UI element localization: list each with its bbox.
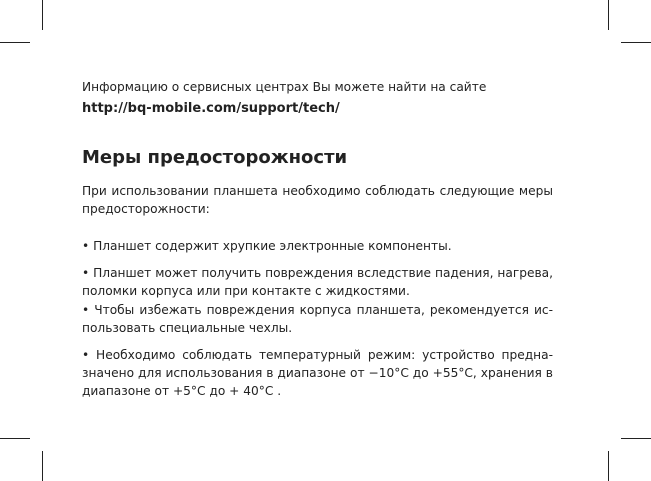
crop-mark — [0, 438, 30, 439]
crop-mark — [42, 451, 43, 481]
crop-mark — [608, 451, 609, 481]
bullet-item-cont: пользовать специальные чехлы. — [82, 321, 293, 335]
bullet-item: • Планшет может получить повреждения вследствие падения, нагрева, — [82, 266, 553, 280]
crop-mark — [608, 0, 609, 30]
bullet-item: • Чтобы избежать повреждения корпуса планшета, рекомендуется ис- — [82, 303, 553, 317]
bullet-item: • Необходимо соблюдать температурный режим: устройство предна- — [82, 348, 553, 362]
lead-line: предосторожности: — [82, 202, 210, 216]
bullet-item-cont: значено для использования в диапазоне от −10°C до +55°C, хранения в — [82, 366, 553, 380]
bullet-item-cont: диапазоне от +5°C до + 40°C . — [82, 384, 282, 398]
support-url-link[interactable]: http://bq-mobile.com/support/tech/ — [82, 101, 340, 116]
section-title: Меры предосторожности — [82, 147, 348, 168]
crop-mark — [621, 42, 651, 43]
bullet-item: • Планшет содержит хрупкие электронные компоненты. — [82, 239, 452, 253]
crop-mark — [0, 42, 30, 43]
service-info-text: Информацию о сервисных центрах Вы можете найти на сайте — [82, 80, 487, 94]
crop-mark — [621, 438, 651, 439]
bullet-item-cont: поломки корпуса или при контакте с жидкостями. — [82, 284, 410, 298]
lead-line: При использовании планшета необходимо соблюдать следующие меры — [82, 184, 553, 198]
crop-mark — [42, 0, 43, 30]
